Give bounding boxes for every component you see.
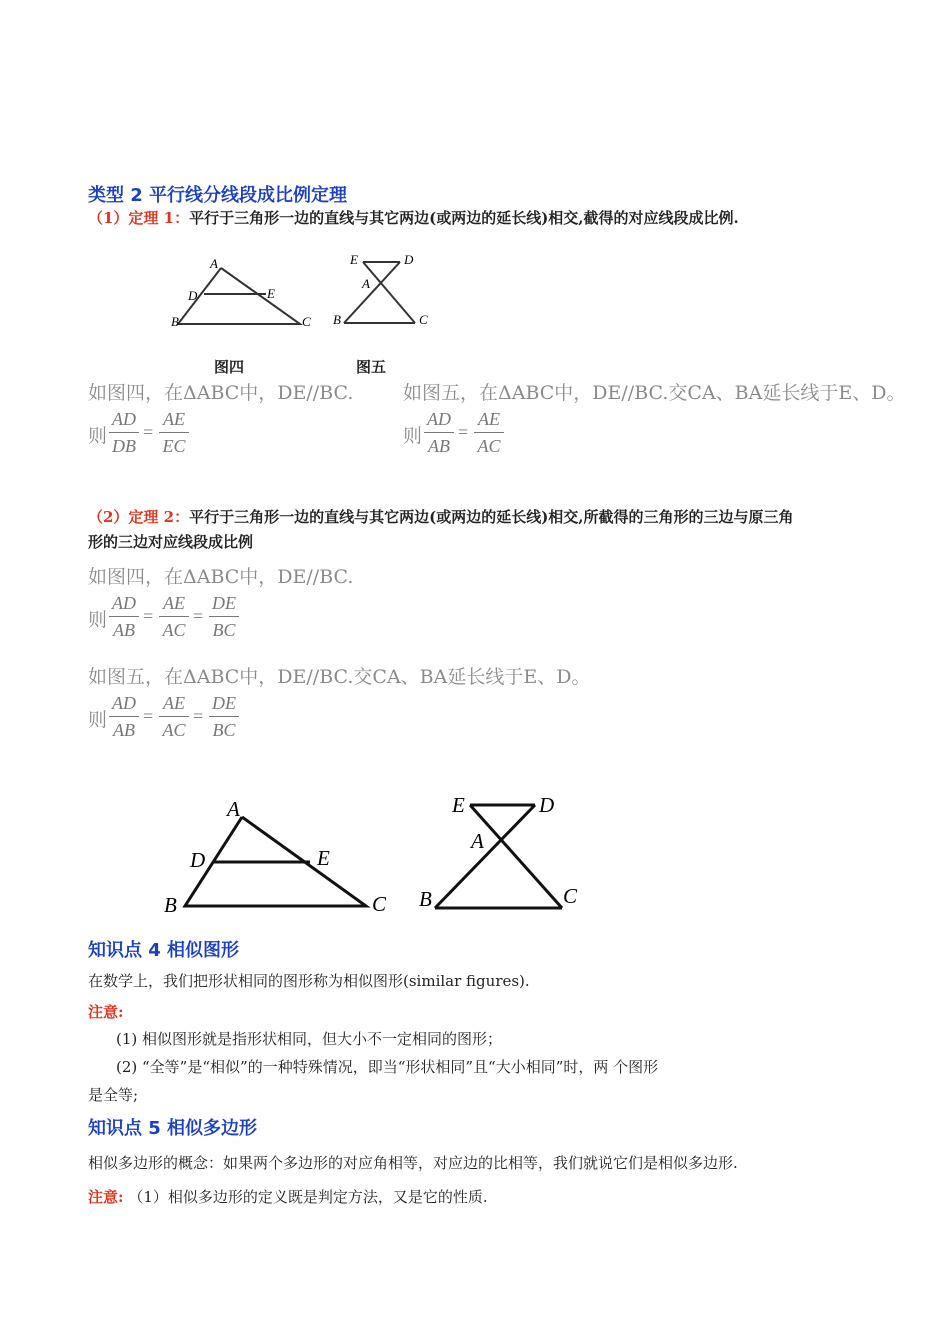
ze-label-2: 则: [403, 425, 423, 447]
ze-label-3: 则: [88, 609, 108, 631]
figure-4-large: [160, 795, 400, 920]
note-polygon-item-1: （1）相似多边形的定义既是判定方法，又是它的性质.: [128, 1188, 488, 1206]
theorem-2-label: （2）定理 2：: [88, 508, 190, 526]
theorem-1-text: 平行于三角形一边的直线与其它两边(或两边的延长线)相交,截得的对应线段成比例.: [189, 209, 739, 227]
example2-fig4-line: 如图四，在ΔABC中，DE//BC.: [88, 566, 354, 588]
equals-sign: =: [143, 606, 154, 626]
fraction-den: AC: [162, 720, 186, 740]
fig4-large-label-e: E: [317, 846, 330, 870]
fraction-ad-ab: [109, 692, 139, 741]
fraction-num: AD: [427, 409, 451, 429]
similar-figures-definition: 在数学上，我们把形状相同的图形称为相似图形(similar figures).: [88, 972, 530, 990]
figure-4-small: [168, 252, 328, 332]
fraction-den: AB: [113, 720, 135, 740]
fig4-large-label-d: D: [190, 848, 206, 872]
fig5-large-label-a: A: [471, 829, 484, 853]
fig5-large-label-e: E: [452, 793, 465, 817]
fraction-num: DE: [212, 593, 236, 613]
theorem-2: [88, 506, 794, 527]
note-line-2: [88, 1186, 488, 1207]
fig5-large-label-d: D: [539, 793, 555, 817]
fig4-small-label-b: B: [171, 314, 179, 329]
fraction-num: AE: [478, 409, 500, 429]
example2-fig5-line: 如图五，在ΔABC中，DE//BC.交CA、BA延长线于E、D。: [88, 666, 591, 688]
figure-4-caption: 图四: [214, 358, 245, 376]
fig5-small-label-e: E: [350, 252, 358, 267]
fraction-ad-db: [109, 408, 139, 457]
fraction-num: AE: [163, 409, 185, 429]
fraction-num: AD: [112, 409, 136, 429]
similar-polygon-concept: 相似多边形的概念：如果两个多边形的对应角相等，对应边的比相等，我们就说它们是相似多边形.: [88, 1154, 738, 1172]
note-item-2-continued: 是全等;: [88, 1086, 139, 1104]
fraction-num: AD: [112, 593, 136, 613]
fig5-small-label-a: A: [362, 276, 370, 291]
fraction-ae-ac: [474, 408, 504, 457]
note-item-2: (2) “全等”是“相似”的一种特殊情况，即当“形状相同”且“大小相同”时，两 个图形: [116, 1058, 659, 1076]
fraction-den: AC: [162, 620, 186, 640]
fraction-de-bc: [209, 592, 239, 641]
fraction-den: DB: [112, 436, 136, 456]
fraction-ae-ec: [159, 408, 189, 457]
fraction-den: EC: [162, 436, 186, 456]
fraction-den: BC: [212, 720, 236, 740]
fraction-den: AB: [428, 436, 450, 456]
theorem-1-label: （1）定理 1：: [88, 209, 190, 227]
section-title-knowledge5: 知识点 5 相似多边形: [88, 1118, 258, 1139]
fig5-large-label-b: B: [419, 887, 432, 911]
theorem-2-text-1: 平行于三角形一边的直线与其它两边(或两边的延长线)相交,所截得的三角形的三边与原三角: [189, 508, 794, 526]
fraction-num: AD: [112, 693, 136, 713]
fig4-small-label-c: C: [302, 314, 311, 329]
figure-5-small: [328, 250, 438, 330]
fig4-small-label-a: A: [210, 256, 218, 271]
note-label-2: 注意:: [88, 1188, 124, 1206]
equals-sign: =: [143, 706, 154, 726]
fig4-large-label-b: B: [164, 893, 177, 917]
fig5-small-label-d: D: [404, 252, 414, 267]
equals-sign: =: [143, 422, 154, 442]
fraction-num: DE: [212, 693, 236, 713]
equals-sign: =: [193, 706, 204, 726]
theorem-1: [88, 207, 739, 228]
note-item-1: (1) 相似图形就是指形状相同，但大小不一定相同的图形；: [116, 1030, 503, 1048]
figure-5-large: [418, 792, 588, 917]
example-fig5-line: 如图五，在ΔABC中，DE//BC.交CA、BA延长线于E、D。: [403, 382, 906, 404]
fraction-de-bc: [209, 692, 239, 741]
fraction-ae-ac: [159, 592, 189, 641]
fraction-ae-ac: [159, 692, 189, 741]
fig4-large-label-a: A: [227, 797, 240, 821]
ze-label-1: 则: [88, 425, 108, 447]
equals-sign: =: [193, 606, 204, 626]
fig4-large-label-c: C: [372, 892, 387, 916]
equals-sign: =: [458, 422, 469, 442]
note-label-1: 注意:: [88, 1003, 124, 1021]
example-fig4-line: 如图四，在ΔABC中，DE//BC.: [88, 382, 354, 404]
fraction-num: AE: [163, 693, 185, 713]
fraction-num: AE: [163, 593, 185, 613]
fraction-ad-ab: [109, 592, 139, 641]
ze-label-4: 则: [88, 709, 108, 731]
fraction-den: AB: [113, 620, 135, 640]
fig4-small-label-d: D: [188, 288, 198, 303]
fig4-small-label-e: E: [267, 286, 275, 301]
section-title-type2: 类型 2 平行线分线段成比例定理: [88, 185, 348, 206]
theorem-2-text-2: 形的三边对应线段成比例: [88, 533, 254, 551]
fraction-den: AC: [477, 436, 501, 456]
figure-5-caption: 图五: [356, 358, 387, 376]
fig5-large-label-c: C: [563, 884, 578, 908]
fraction-den: BC: [212, 620, 236, 640]
fig5-small-label-b: B: [333, 312, 341, 327]
fig5-small-label-c: C: [419, 312, 428, 327]
section-title-knowledge4: 知识点 4 相似图形: [88, 940, 240, 961]
fraction-ad-ab: [424, 408, 454, 457]
